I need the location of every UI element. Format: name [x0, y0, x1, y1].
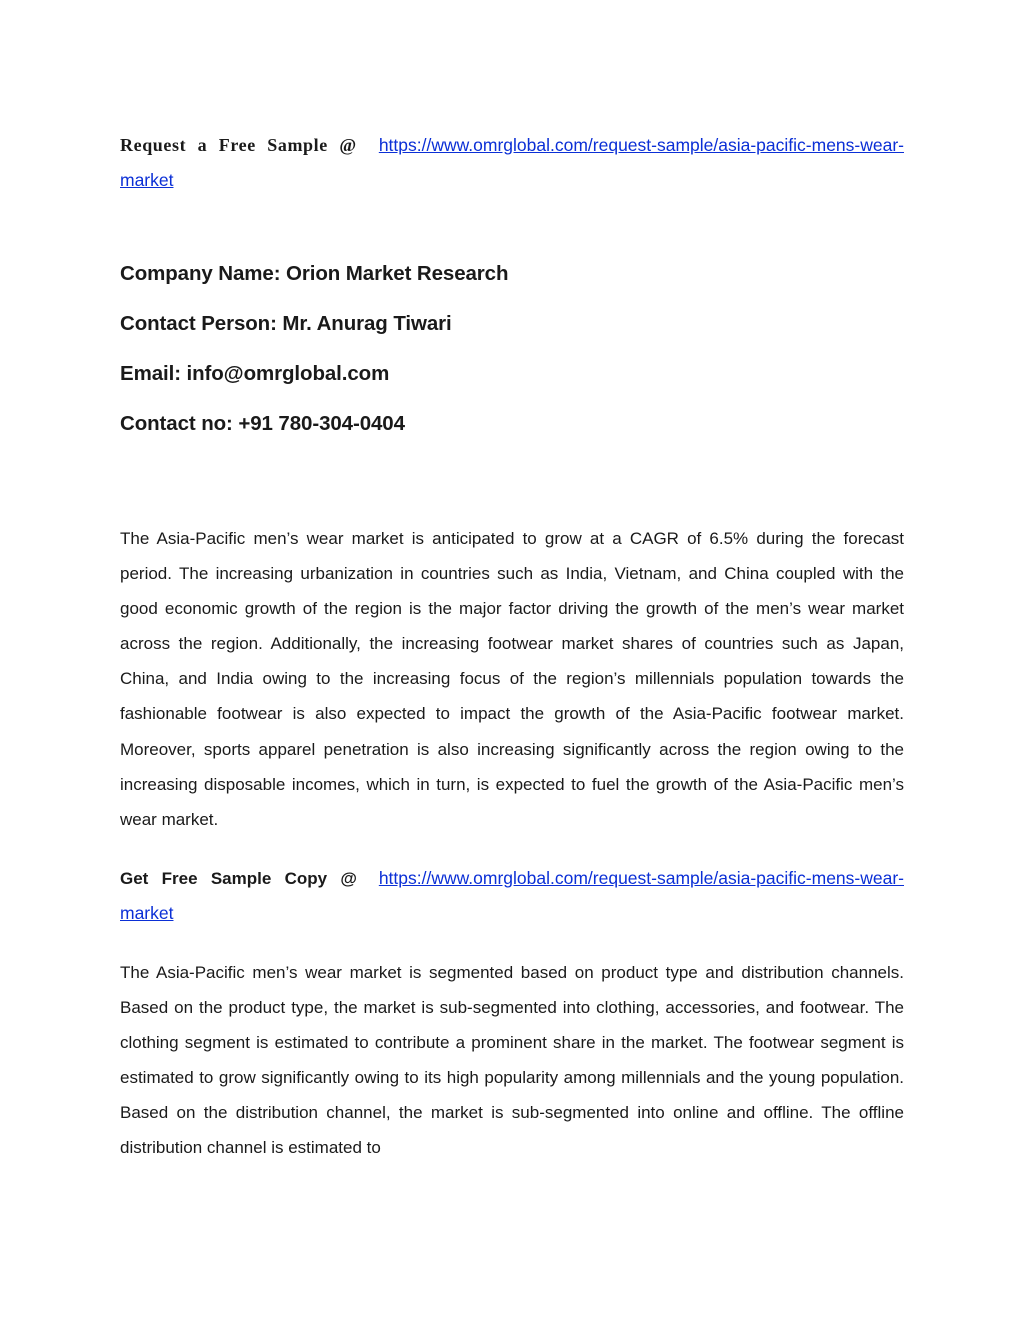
contact-block	[120, 255, 904, 455]
contact-phone: Contact no: +91 780-304-0404	[120, 412, 405, 435]
free-sample-label: Get Free Sample Copy @	[120, 869, 357, 888]
request-sample-label: Request a Free Sample @	[120, 135, 357, 155]
contact-person: Contact Person: Mr. Anurag Tiwari	[120, 312, 452, 335]
free-sample-line	[120, 861, 904, 931]
market-overview-paragraph: The Asia-Pacific men’s wear market is anticipated to grow at a CAGR of 6.5% during the forecast period. The increasing urbanization in countries such as India, Vietnam, and China coupled with the good economic growth of the region is the major factor driving the growth of the men’s wear market across the region. Additionally, the increasing footwear market shares of countries such as Japan, China, and India owing to the increasing focus of the region’s millennials population towards the fashionable footwear is also expected to impact the growth of the Asia-Pacific footwear market. Moreover, sports apparel penetration is also increasing significantly across the region owing to the increasing disposable incomes, which in turn, is expected to fuel the growth of the Asia-Pacific men’s wear market.	[120, 529, 904, 829]
request-sample-line	[120, 128, 904, 198]
contact-email: Email: info@omrglobal.com	[120, 362, 390, 385]
request-sample-link[interactable]: https://www.omrglobal.com/request-sample/asia-pacific-mens-wear-market	[120, 135, 904, 190]
segmentation-paragraph: The Asia-Pacific men’s wear market is segmented based on product type and distribution channels. Based on the product type, the market is sub-segmented into clothing, accessories, and footwear. The clothing segment is estimated to contribute a prominent share in the market. The footwear segment is estimated to grow significantly owing to its high popularity among millennials and the young population. Based on the distribution channel, the market is sub-segmented into online and offline. The offline distribution channel is estimated to	[120, 963, 904, 1158]
company-name: Company Name: Orion Market Research	[120, 262, 509, 285]
free-sample-link[interactable]: https://www.omrglobal.com/request-sample/asia-pacific-mens-wear-market	[120, 868, 904, 923]
